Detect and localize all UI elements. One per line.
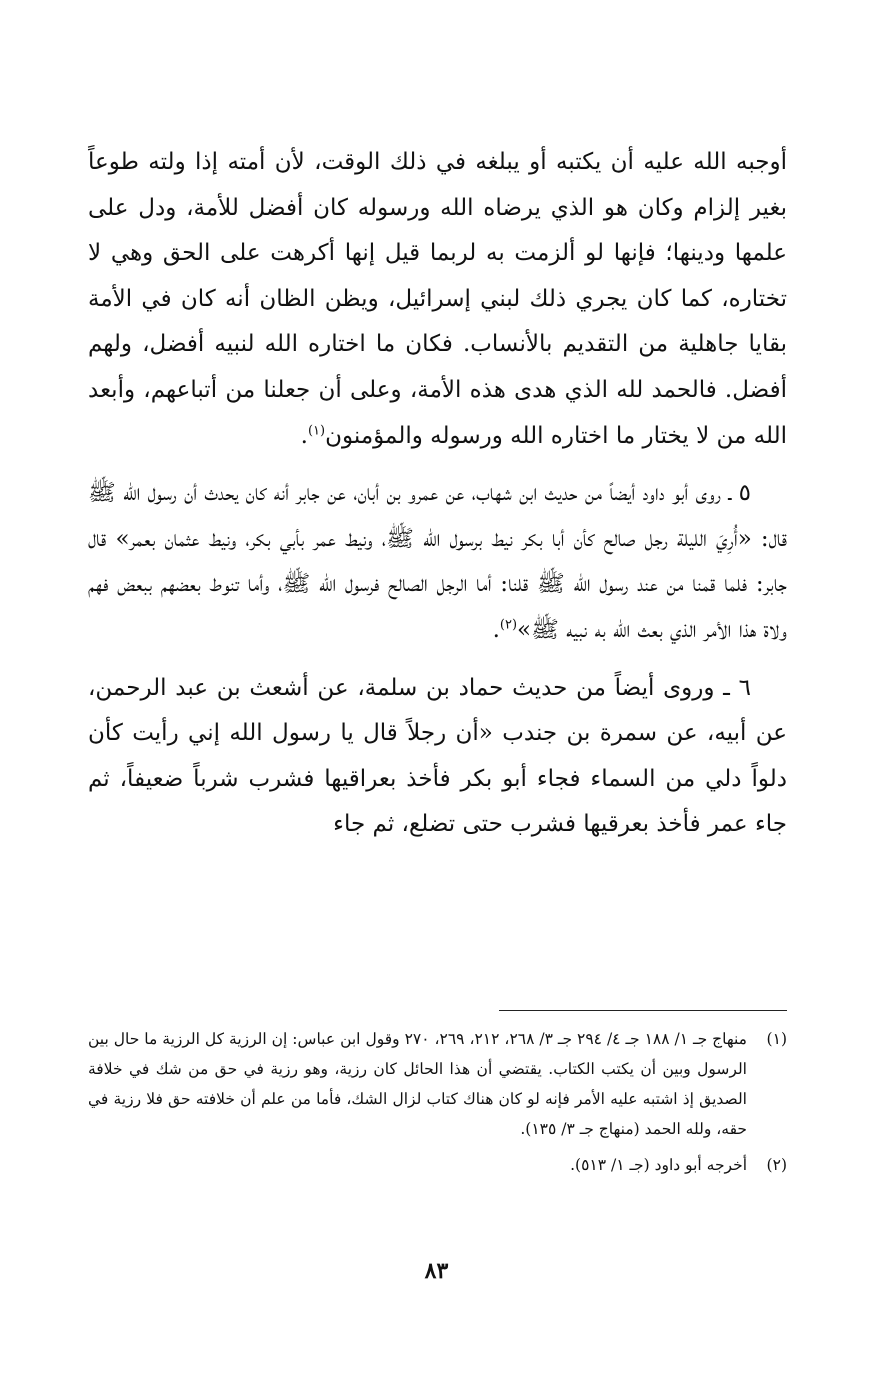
page-number: ٨٣ — [424, 1258, 449, 1284]
footnote-text: أخرجه أبو داود (جـ ١/ ٥١٣). — [570, 1156, 747, 1174]
footnotes-section — [88, 1024, 787, 1186]
paragraph-1-text: أوجبه الله عليه أن يكتبه أو يبلغه في ذلك الوقت، لأن أمته إذا ولته طوعاً بغير إلزام وكان هو الذي يرضاه الله ورسوله كان أفضل للأمة، ودل على علمها ودينها؛ فإنها لو ألزمت به لربما قيل إنها أكرهت على الحق وهي لا تختاره، كما كان يجري ذلك لبني إسرائيل، ويظن الظان أنه كان في الأمة بقايا جاهلية من التقديم بالأنساب. فكان ما اختاره الله لنبيه أفضل، ولهم أفضل. فالحمد لله الذي هدى هذه الأمة، وعلى أن جعلنا من أتباعهم، وأبعد الله من لا يختار ما اختاره الله ورسوله والمؤمنون — [88, 149, 787, 449]
paragraph-2-end: . — [492, 616, 500, 643]
footnote-text: منهاج جـ ١/ ١٨٨ جـ ٤/ ٢٩٤ جـ ٣/ ٢٦٨، ٢١٢، ٢٦٩، ٢٧٠ وقول ابن عباس: إن الرزية كل الرزية ما حال بين الرسول وبين أن يكتب الكتاب. يقتضي أن هذا الحائل كان رزية، وهو رزية في حق من شك في خلافة الصديق إذ اشتبه عليه الأمر فإنه لو كان هناك كتاب لزال الشك، فأما من علم أن خلافته حق فلا رزية في حقه، ولله الحمد (منهاج جـ ٣/ ١٣٥). — [88, 1030, 747, 1138]
paragraph-1-end: . — [300, 422, 308, 449]
footnote-ref-2: (٢) — [499, 617, 518, 633]
paragraph-3 — [88, 666, 787, 848]
footnote-number: (٢) — [766, 1156, 787, 1174]
paragraph-2 — [88, 471, 787, 653]
paragraph-3-text: ٦ ـ وروى أيضاً من حديث حماد بن سلمة، عن أشعث بن عبد الرحمن، عن أبيه، عن سمرة بن جندب «أن رجلاً قال يا رسول الله إني رأيت كأن دلواً دلي من السماء فجاء أبو بكر فأخذ بعراقيها فشرب شرباً ضعيفاً، ثم جاء عمر فأخذ بعرقيها فشرب حتى تضلع، ثم جاء — [88, 674, 787, 838]
main-text — [88, 140, 787, 848]
paragraph-2-text: ٥ ـ روى أبو داود أيضاً من حديث ابن شهاب، عن عمرو بن أبان، عن جابر أنه كان يحدث أن رسول الله ﷺ قال: «أُرِيَ الليلة رجل صالح كأن أبا بكر نيط برسول الله ﷺ، ونيط عمر بأبي بكر، ونيط عثمان بعمر» قال جابر: فلما قمنا من عند رسول الله ﷺ قلنا: أما الرجل الصالح فرسول الله ﷺ، وأما تنوط بعضهم ببعض فهم ولاة هذا الأمر الذي بعث الله به نبيه ﷺ» — [88, 480, 787, 643]
footnote-number: (١) — [766, 1030, 787, 1048]
footnote-separator — [499, 1010, 787, 1011]
footnote-ref-1: (١) — [307, 422, 326, 438]
footnote-2 — [88, 1150, 787, 1180]
footnote-1 — [88, 1024, 787, 1144]
paragraph-1 — [88, 140, 787, 459]
